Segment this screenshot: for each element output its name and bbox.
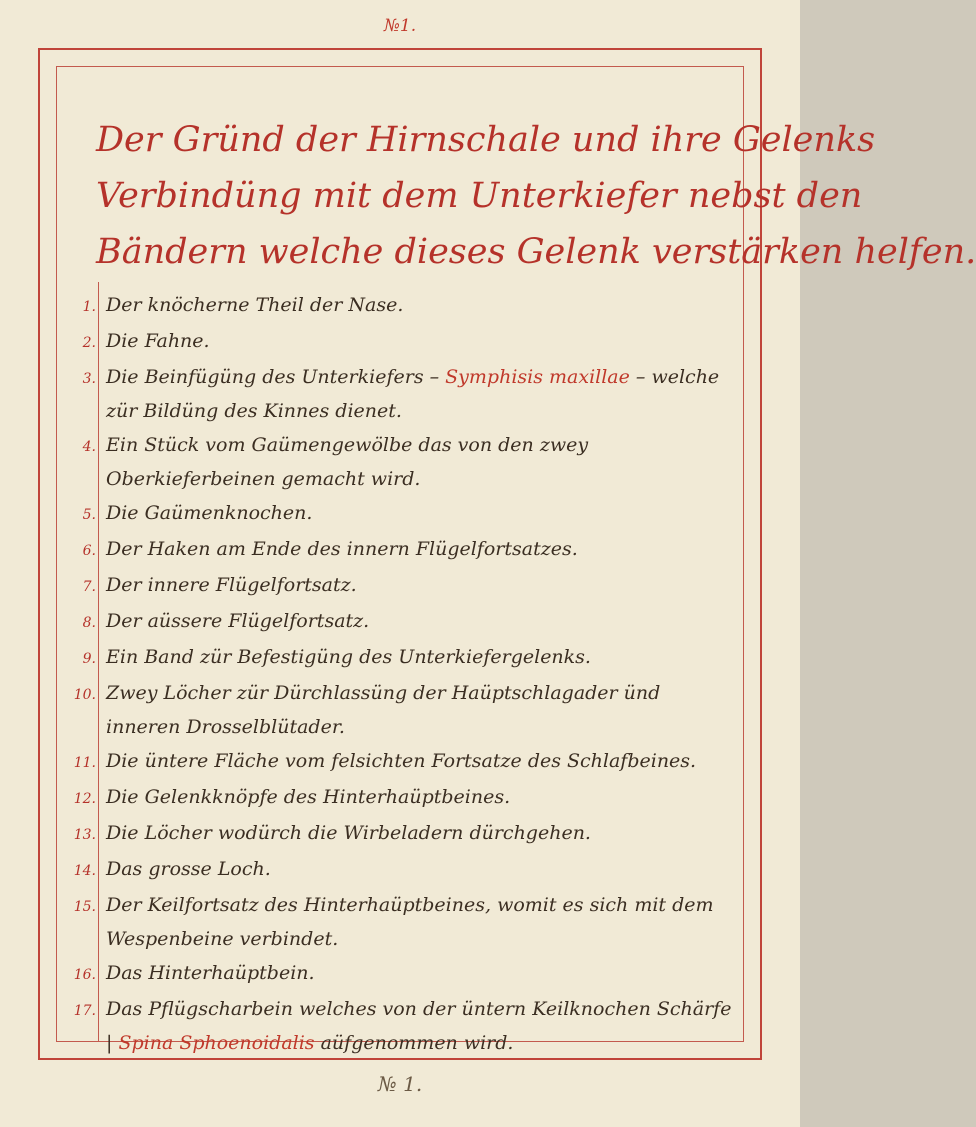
item-text: Die Löcher wodürch die Wirbeladern dürchgehen.: [106, 822, 591, 844]
list-item: [60, 888, 740, 956]
item-text: Die Gaümenknochen.: [106, 502, 313, 524]
item-text: Der Keilfortsatz des Hinterhaüptbeines, womit es sich mit dem Wespenbeine verbindet.: [106, 894, 714, 950]
title-line: Verbindüng mit dem Unterkiefer nebst den: [96, 176, 863, 216]
list-item: [60, 604, 740, 640]
item-number: 2.: [82, 335, 96, 351]
latin-term: Spina Sphoenoidalis: [118, 1032, 315, 1054]
item-text: Der Haken am Ende des innern Flügelfortsatzes.: [106, 538, 578, 560]
item-number: 9.: [82, 651, 96, 667]
item-number: 10.: [73, 687, 96, 703]
item-text: Ein Stück vom Gaümengewölbe das von den zwey Oberkieferbeinen gemacht wird.: [106, 434, 589, 490]
item-number: 16.: [73, 967, 96, 983]
list-item: [60, 568, 740, 604]
item-number: 3.: [82, 371, 96, 387]
list-item: [60, 428, 740, 496]
item-number: 4.: [82, 439, 96, 455]
item-number: 12.: [73, 791, 96, 807]
item-number: 14.: [73, 863, 96, 879]
list-item: [60, 676, 740, 744]
list-item: [60, 744, 740, 780]
item-text-part: – welche zür Bildüng des Kinnes dienet.: [106, 366, 720, 422]
list-item: [60, 532, 740, 568]
item-text: Das grosse Loch.: [106, 858, 271, 880]
item-text: Die Gelenkknöpfe des Hinterhaüptbeines.: [106, 786, 511, 808]
item-text: Ein Band zür Befestigüng des Unterkiefergelenks.: [106, 646, 591, 668]
item-number: 15.: [73, 899, 96, 915]
list-item: [60, 324, 740, 360]
page-number-bottom: № 1.: [377, 1072, 423, 1096]
list-item: [60, 956, 740, 992]
item-text: Der innere Flügelfortsatz.: [106, 574, 357, 596]
list-item: [60, 360, 740, 428]
list-item: [60, 992, 740, 1060]
item-text: Der knöcherne Theil der Nase.: [106, 294, 404, 316]
page-number-top: №1.: [383, 16, 417, 36]
list-item: [60, 852, 740, 888]
item-number: 13.: [73, 827, 96, 843]
item-text: Die Fahne.: [106, 330, 210, 352]
item-number: 6.: [82, 543, 96, 559]
item-number: 11.: [73, 755, 96, 771]
item-text-part: Die Beinfügüng des Unterkiefers –: [106, 366, 446, 388]
item-number: 8.: [82, 615, 96, 631]
item-text: Die üntere Fläche vom felsichten Fortsatze des Schlafbeines.: [106, 750, 697, 772]
legend-list: [60, 288, 740, 1060]
latin-term: Symphisis maxillae: [445, 366, 630, 388]
item-number: 7.: [82, 579, 96, 595]
item-number: 17.: [73, 1003, 96, 1019]
list-item: [60, 496, 740, 532]
item-text: Zwey Löcher zür Dürchlassüng der Haüptschlagader ünd inneren Drosselblütader.: [106, 682, 661, 738]
page-title: [96, 112, 976, 280]
list-item: [60, 780, 740, 816]
item-text: Das Hinterhaüptbein.: [106, 962, 315, 984]
item-text: [106, 992, 740, 1060]
item-text: [106, 360, 740, 428]
item-number: 5.: [82, 507, 96, 523]
list-item: [60, 288, 740, 324]
item-text: Der aüssere Flügelfortsatz.: [106, 610, 370, 632]
item-text-part: aüfgenommen wird.: [314, 1032, 514, 1054]
item-number: 1.: [82, 299, 96, 315]
list-item: [60, 816, 740, 852]
title-line: Der Gründ der Hirnschale und ihre Gelenks: [96, 120, 876, 160]
title-line: Bändern welche dieses Gelenk verstärken helfen.: [96, 232, 976, 272]
list-item: [60, 640, 740, 676]
item-text-part: Das Pflügscharbein welches von der üntern Keilknochen Schärfe |: [106, 998, 732, 1054]
